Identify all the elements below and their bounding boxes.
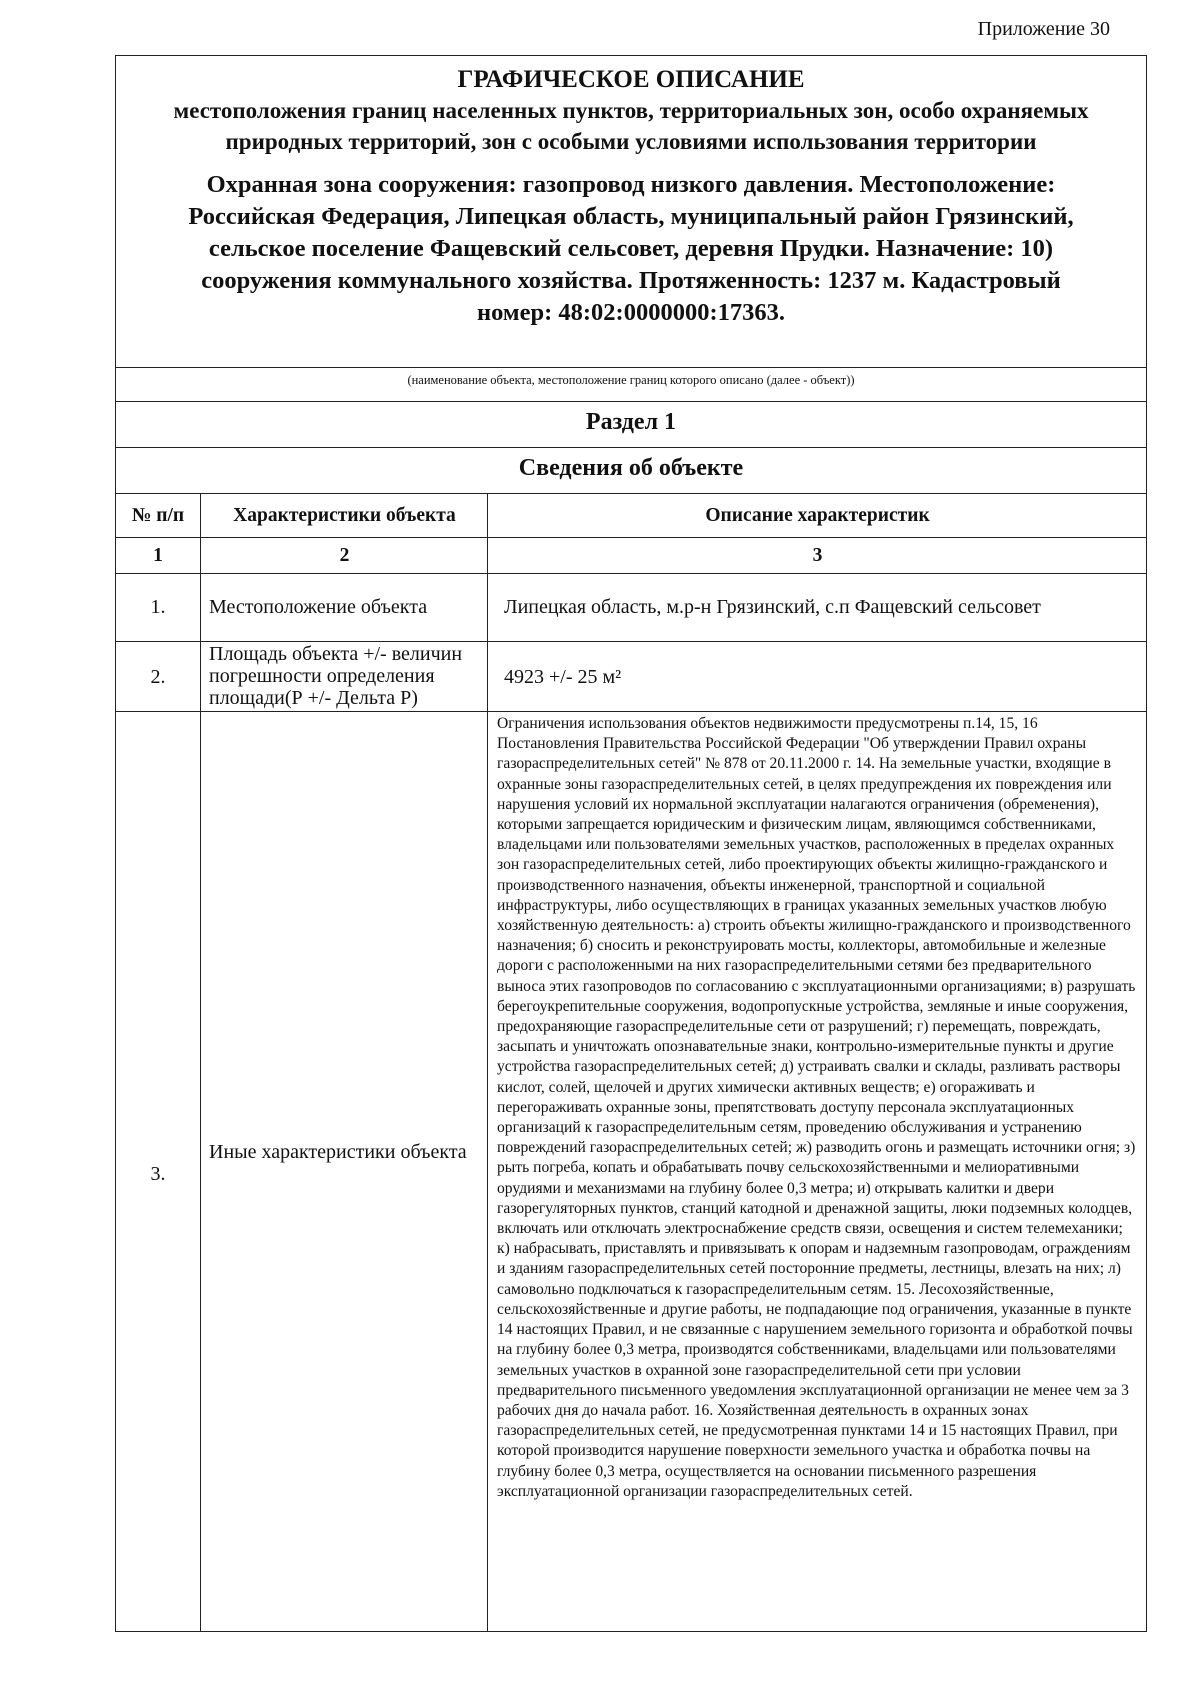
col-divider-2 (487, 493, 488, 1631)
row-characteristic: Иные характеристики объекта (209, 1141, 467, 1163)
row-value: Липецкая область, м.р-н Грязинский, с.п Фащевский сельсовет (504, 596, 1041, 618)
rule-caption-bottom (115, 401, 1147, 402)
row-value-long: Ограничения использования объектов недвижимости предусмотрены п.14, 15, 16 Постановления Правительства Российской Федерации "Об утверждении Правил охраны газораспределительных сетей" № 878 от 20.11.2000 г. 14. На земельные участки, входящие в охранные зоны газораспределительных сетей, в целях предупреждения их повреждения или нарушения условий их нормальной эксплуатации налагаются ограничения (обременения), которыми запрещается юридическим и физическим лицам, являющимся собственниками, владельцами или пользователями земельных участков, расположенных в пределах охранных зон газораспределительных сетей, либо проектирующих объекты жилищно-гражданского и производственного назначения, объекты инженерной, транспортной и социальной инфраструктуры, либо осуществляющих в границах указанных земельных участков любую хозяйственную деятельность: а) строить объекты жилищно-гражданского и производственного назначения; б) сносить и реконструировать мосты, коллекторы, автомобильные и железные дороги с расположенными на них газораспределительными сетями без предварительного выноса этих газопроводов по согласованию с эксплуатационными организациями; в) разрушать берегоукрепительные сооружения, водопропускные устройства, земляные и иные сооружения, предохраняющие газораспределительные сети от разрушений; г) перемещать, повреждать, засыпать и уничтожать опознавательные знаки, контрольно-измерительные пункты и другие устройства газораспределительных сетей; д) устраивать свалки и склады, разливать растворы кислот, солей, щелочей и других химически активных веществ; е) огораживать и перегораживать охранные зоны, препятствовать доступу персонала эксплуатационных организаций к газораспределительным сетям, проведению обслуживания и устранению повреждений газораспределительных сетей; ж) разводить огонь и размещать источники огня; з) рыть погреба, копать и обрабатывать почву сельскохозяйственными и мелиоративными орудиями и механизмами на глубину более 0,3 метра; и) открывать калитки и двери газорегуляторных пунктов, станций катодной и дренажной защиты, люки подземных колодцев, включать или отключать электроснабжение средств связи, освещения и систем телемеханики; к) набрасывать, приставлять и привязывать к опорам и надземным газопроводам, ограждениям и зданиям газораспределительных сетей посторонние предметы, лестницы, влезать на них; л) самовольно подключаться к газораспределительным сетям. 15. Лесохозяйственные, сельскохозяйственные и другие работы, не подпадающие под ограничения, указанные в пункте 14 настоящих Правил, и не связанные с нарушением земельного горизонта и обработкой почвы на глубину более 0,3 метра, производятся собственниками, владельцами или пользователями земельных участков в охранной зоне газораспределительной сети при условии предварительного письменного уведомления эксплуатационной организации не менее чем за 3 рабочих дня до начала работ. 16. Хозяйственная деятельность в охранных зонах газораспределительных сетей, не предусмотренная пунктами 14 и 15 настоящих Правил, при которой производится нарушение поверхности земельного участка и обработка почвы на глубину более 0,3 метра, осуществляется на основании письменного разрешения эксплуатационной организации газораспределительных сетей. (497, 715, 1136, 1500)
row-num: 1. (150, 596, 166, 618)
object-description (115, 169, 1147, 329)
rule-header-bottom (115, 367, 1147, 368)
rule-colnums-bottom (115, 573, 1147, 574)
document-subtitle: местоположения границ населенных пунктов, территориальных зон, особо охраняемых природных территорий, зон с особыми условиями использования территории (173, 98, 1089, 154)
object-line: сельское поселение Фащевский сельсовет, деревня Прудки. Назначение: 10) (208, 235, 1054, 262)
col-number-2: 2 (339, 545, 350, 566)
col-number-3: 3 (812, 545, 823, 566)
row-characteristic: Местоположение объекта (209, 596, 428, 618)
rule-row2-bottom (115, 711, 1147, 712)
rule-headers-bottom (115, 537, 1147, 538)
col-divider-1 (200, 493, 201, 1631)
col-number-1: 1 (153, 545, 163, 566)
rule-row1-bottom (115, 641, 1147, 642)
row-value: 4923 +/- 25 м² (504, 666, 622, 688)
row-num: 3. (150, 1163, 166, 1185)
document-frame (115, 55, 1147, 1632)
header-description: Описание характеристик (705, 505, 930, 526)
row-characteristic: Площадь объекта +/- величин погрешности определения площади(Р +/- Дельта Р) (209, 643, 463, 709)
object-line: Охранная зона сооружения: газопровод низкого давления. Местоположение: (206, 171, 1056, 198)
section-label: Раздел 1 (585, 409, 677, 435)
object-line: Российская Федерация, Липецкая область, муниципальный район Грязинский, (188, 203, 1074, 230)
header-num: № п/п (131, 505, 185, 526)
rule-table-bottom (115, 1631, 1147, 1632)
section-title: Сведения об объекте (518, 455, 744, 481)
rule-title-bottom (115, 493, 1147, 494)
appendix-label: Приложение 30 (977, 18, 1110, 40)
document-header (115, 55, 1147, 367)
rule-section-bottom (115, 447, 1147, 448)
document-title: ГРАФИЧЕСКОЕ ОПИСАНИЕ (457, 66, 805, 93)
object-caption: (наименование объекта, местоположение границ которого описано (далее - объект)) (407, 373, 855, 387)
object-line: номер: 48:02:0000000:17363. (477, 299, 785, 326)
header-characteristic: Характеристики объекта (233, 505, 456, 526)
row-num: 2. (150, 666, 166, 688)
object-line: сооружения коммунального хозяйства. Протяженность: 1237 м. Кадастровый (201, 267, 1061, 294)
